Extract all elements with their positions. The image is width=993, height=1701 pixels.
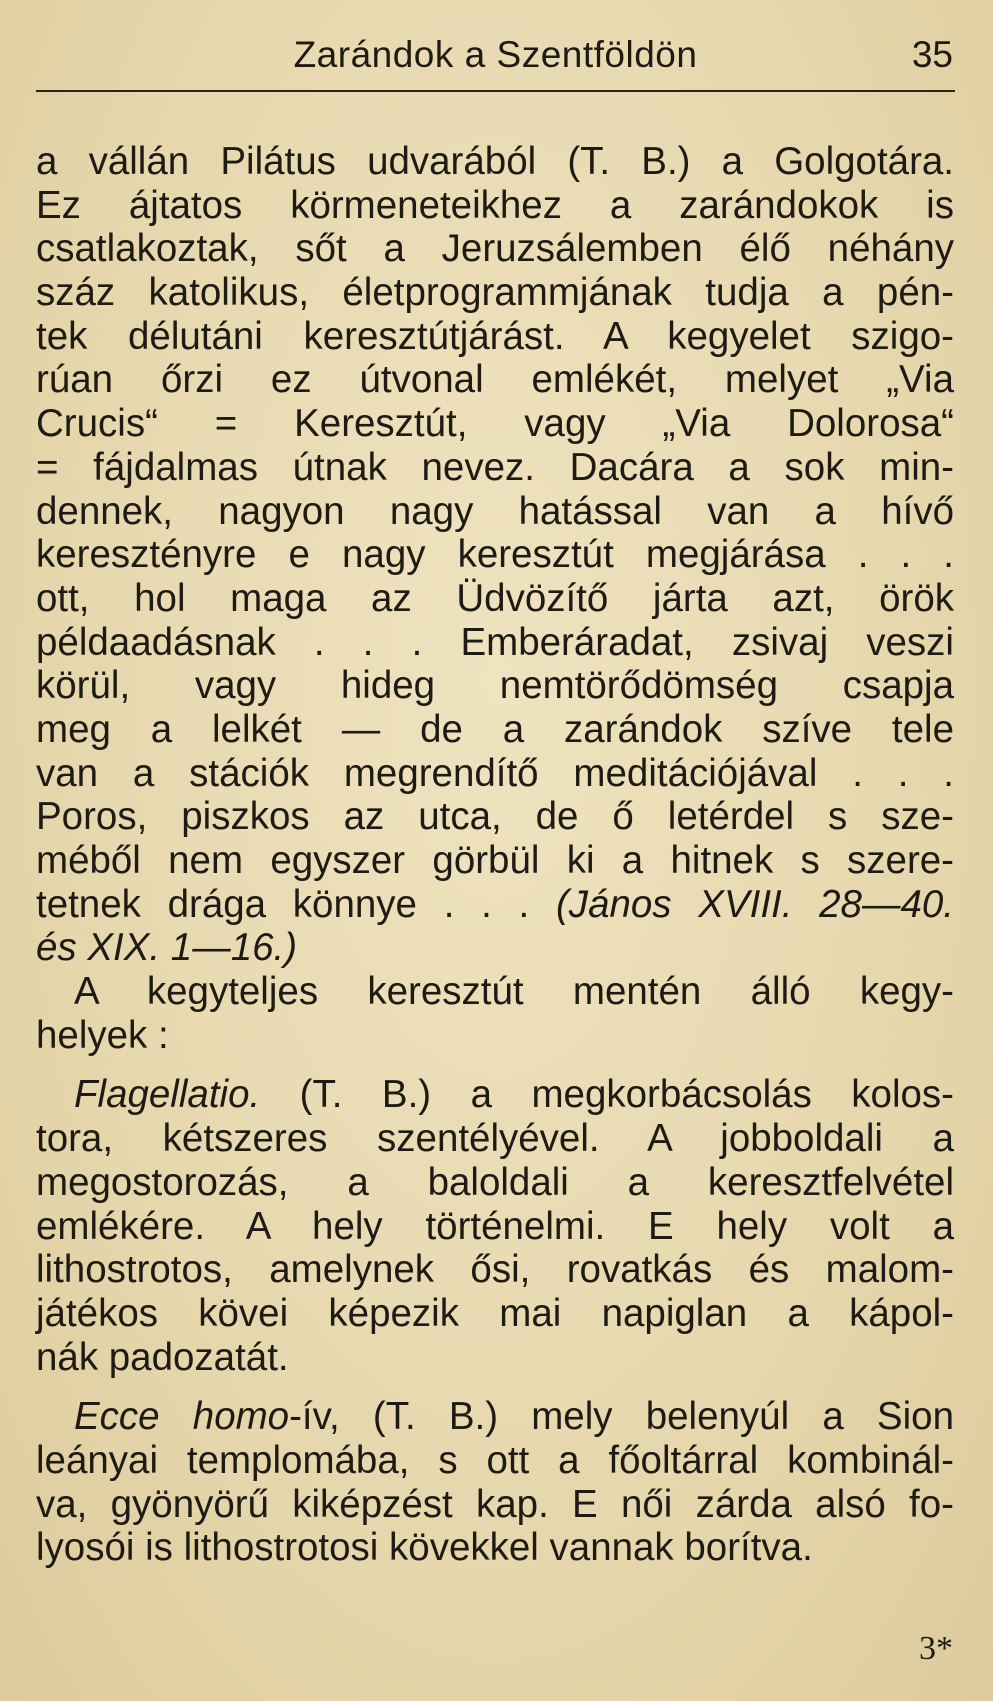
- text-line: keresztényre e nagy keresztút megjárása . . .: [36, 533, 954, 577]
- text-line: [36, 1073, 954, 1117]
- text-line: va, gyönyörű kiképzést kap. E női zárda alsó fo-: [36, 1482, 954, 1526]
- text-line: nák padozatát.: [36, 1335, 289, 1379]
- text-line: a vállán Pilátus udvarából (T. B.) a Golgotára.: [36, 140, 954, 183]
- signature-mark: 3*: [919, 1630, 953, 1667]
- section-lead-ecce-homo: Ecce homo: [74, 1395, 290, 1439]
- text-line: lithostrotos, amelynek ősi, rovatkás és malom-: [36, 1248, 954, 1292]
- text-line: A kegyteljes keresztút mentén álló kegy-: [74, 970, 954, 1014]
- text-line: méből nem egyszer görbül ki a hitnek s szere-: [36, 839, 954, 882]
- text-line: rúan őrzi ez útvonal emlékét, melyet „Via: [36, 358, 954, 402]
- text-line: ott, hol maga az Üdvözítő járta azt, örök: [36, 576, 954, 620]
- header-title: Zarándok a Szentföldön: [293, 34, 698, 75]
- scripture-reference-cont: és XIX. 1—16.): [36, 926, 298, 970]
- text-line: körül, vagy hideg nemtörődömség csapja: [36, 664, 954, 708]
- text-line: emlékére. A hely történelmi. E hely volt a: [36, 1204, 954, 1248]
- text-line: Ez ájtatos körmeneteikhez a zarándokok is: [36, 183, 954, 227]
- text-line: [36, 883, 954, 927]
- text-line: példaadásnak . . . Emberáradat, zsivaj veszi: [36, 620, 954, 664]
- text-line: van a stációk megrendítő meditációjával . . .: [36, 751, 954, 795]
- text-line: Crucis“ = Keresztút, vagy „Via Dolorosa“: [36, 402, 954, 446]
- text-line: tora, kétszeres szentélyével. A jobboldali a: [36, 1117, 954, 1161]
- text-line: megostorozás, a baloldali a keresztfelvétel: [36, 1160, 954, 1204]
- text-line: Poros, piszkos az utca, de ő letérdel s sze-: [36, 795, 954, 839]
- text-line: lyosói is lithostrotosi kövekkel vannak borítva.: [36, 1526, 813, 1570]
- page-number: 35: [911, 34, 953, 75]
- text-line-main: (T. B.) a megkorbácsolás kolos-: [260, 1073, 954, 1117]
- text-line: helyek :: [36, 1013, 169, 1057]
- text-line: meg a lelkét — de a zarándok szíve tele: [36, 707, 954, 751]
- text-line: száz katolikus, életprogrammjának tudja a pén-: [36, 271, 954, 315]
- text-line: csatlakoztak, sőt a Jeruzsálemben élő néhány: [36, 227, 954, 271]
- text-line: = fájdalmas útnak nevez. Dacára a sok min-: [36, 445, 954, 489]
- running-header: [36, 28, 955, 92]
- text-line: dennek, nagyon nagy hatással van a hívő: [36, 489, 954, 533]
- body-text: [36, 140, 954, 1570]
- text-line: [36, 926, 954, 970]
- paragraph-gap: [36, 1379, 954, 1395]
- section-lead-flagellatio: Flagellatio.: [74, 1073, 261, 1117]
- text-line: tek délutáni keresztútjárást. A kegyelet szigo-: [36, 314, 954, 358]
- scripture-reference: (János XVIII. 28—40.: [555, 882, 954, 926]
- paragraph-gap: [36, 1057, 954, 1073]
- text-line: leányai templomába, s ott a főoltárral kombinál-: [36, 1438, 954, 1482]
- text-line-main: tetnek drága könnye . . .: [36, 882, 556, 926]
- text-line-main: -ív, (T. B.) mely belenyúl a Sion: [289, 1395, 954, 1439]
- text-line: játékos kövei képezik mai napiglan a kápol-: [36, 1291, 954, 1335]
- text-line: [36, 1395, 954, 1439]
